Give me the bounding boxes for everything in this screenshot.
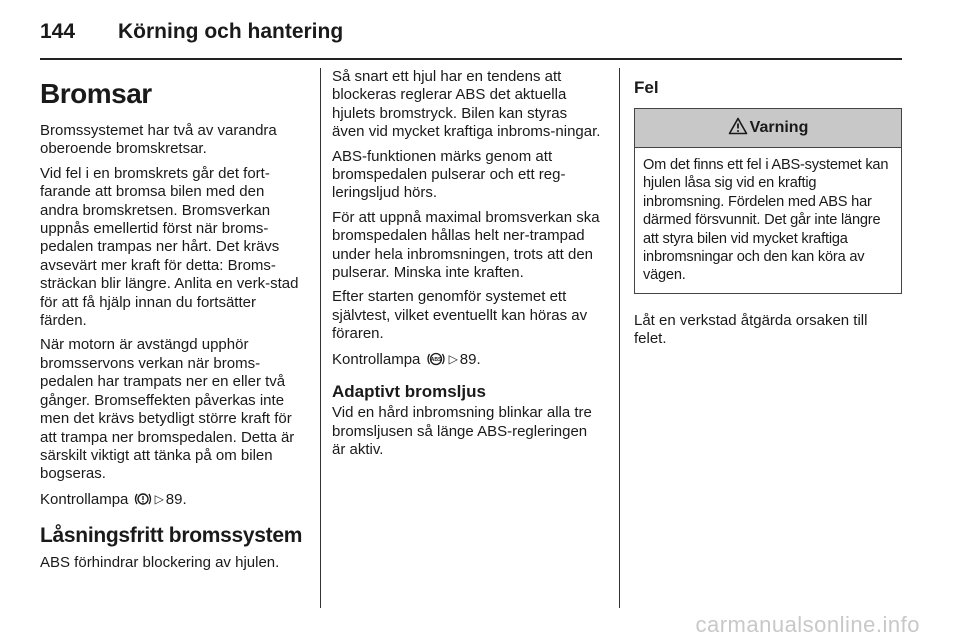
column-2: [332, 68, 602, 465]
lamp-reference: [40, 490, 306, 512]
section-heading-abs: Låsningsfritt bromssystem: [40, 524, 303, 548]
paragraph: Vid en hård inbromsning blinkar alla tre bromsljusen så länge ABS-regleringen är aktiv.: [332, 404, 592, 458]
lamp-page-ref[interactable]: 89.: [459, 350, 481, 368]
svg-text:ABS: ABS: [430, 356, 441, 363]
paragraph: Låt en verkstad åtgärda orsaken till felet.: [634, 311, 868, 348]
lamp-page-ref[interactable]: 89.: [165, 490, 187, 508]
brake-warning-lamp-icon: [133, 491, 153, 512]
warning-title: Varning: [749, 119, 809, 136]
section-heading-bromsar: Bromsar: [40, 78, 152, 109]
paragraph: Vid fel i en bromskrets går det fort-farande att bromsa bilen med den andra bromskretsen. Bromsverkan uppnås emellertid först när broms-pedalen trampas ner hårt. Det krävs avsevärt mer kraft för detta: Broms-sträckan blir längre. Anlita en verk-stad för att få hjälp innan du fortsätter färden.: [40, 164, 299, 330]
running-title: Körning och hantering: [118, 20, 344, 43]
section-heading-fel: Fel: [634, 78, 659, 97]
lamp-label: Kontrollampa: [40, 490, 129, 508]
paragraph: Efter starten genomför systemet ett självtest, vilket eventuellt kan höras av föraren.: [332, 288, 588, 343]
column-divider: [619, 68, 620, 608]
paragraph: När motorn är avstängd upphör bromsservons verkan när broms-pedalen har trampats ner en eller två gånger. Bromseffekten påverkas inte men det krävs betydligt större kraft för att trampa ner bromspedalen. Detta är särskilt viktigt att tänka på om bilen bogseras.: [40, 336, 295, 483]
warning-header: [635, 109, 901, 148]
paragraph: ABS-funktionen märks genom att bromspedalen pulserar och ett reg-leringsljud hörs.: [332, 147, 566, 202]
column-1: [40, 68, 306, 579]
section-heading-adaptivt-bromsljus: Adaptivt bromsljus: [332, 382, 486, 402]
warning-triangle-icon: [728, 117, 748, 140]
column-divider: [320, 68, 321, 608]
lamp-reference: [332, 350, 602, 372]
paragraph: Så snart ett hjul har en tendens att blockeras reglerar ABS det aktuella hjulets bromstryck. Bilen kan styras även vid mycket kraftiga inbroms-ningar.: [332, 68, 601, 141]
paragraph: ABS förhindrar blockering av hjulen.: [40, 554, 280, 572]
watermark: carmanualsonline.info: [695, 612, 920, 637]
paragraph: Bromssystemet har två av varandra oberoende bromskretsar.: [40, 122, 277, 158]
warning-text: Om det finns ett fel i ABS-systemet kan hjulen låsa sig vid en kraftig inbromsning. Fördelen med ABS har därmed försvunnit. Det går inte längre att styra bilen vid mycket kraftiga inbromsningar och den kan köra av vägen.: [643, 157, 889, 284]
column-3: [634, 68, 902, 355]
page-reference-arrow-icon: ▷: [448, 351, 458, 366]
page-header: [40, 16, 900, 52]
page-number: 144: [40, 20, 76, 43]
lamp-label: Kontrollampa: [332, 350, 421, 368]
header-rule: [40, 58, 902, 60]
abs-lamp-icon: [425, 351, 447, 372]
page-reference-arrow-icon: ▷: [154, 491, 164, 506]
warning-box: [634, 108, 902, 294]
paragraph: För att uppnå maximal bromsverkan ska bromspedalen hållas helt ner-trampad under hela inbromsningen, trots att den pulserar. Minska inte kraften.: [332, 208, 600, 282]
